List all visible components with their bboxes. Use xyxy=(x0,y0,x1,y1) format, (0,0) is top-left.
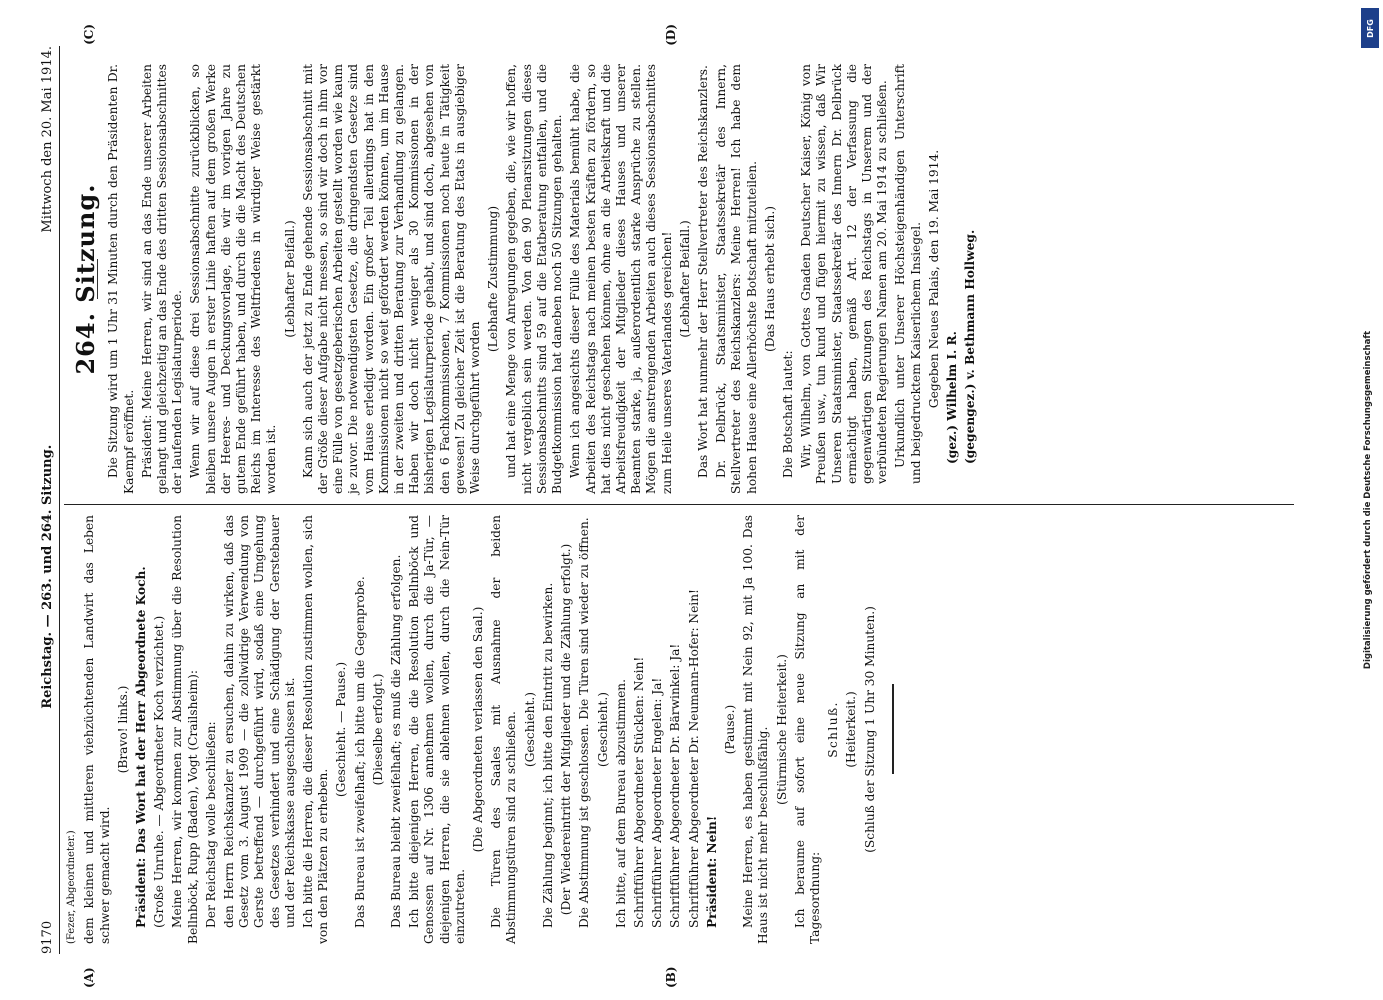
message-text: Wir, Wilhelm, von Gottes Gnaden Deutscher Kaiser, König von Preußen usw., tun kund und fügen hiermit zu wissen, daß Wir Unseren Staatsminister, Staatssekretär des Innern Dr. Delbrück ermächtigt haben, gemäß Art. 12 der Verfassung die gegenwärtigen Sitzungen des Reichstags in Unserem und der verbündeten Regierungen Namen am 20. Mai 1914 zu schließen. xyxy=(799,64,890,484)
paragraph: Die Botschaft lautet: xyxy=(780,350,795,478)
stage-note: (Lebhafter Beifall.) xyxy=(282,220,297,338)
paragraph: Meine Herren, es haben gestimmt mit Nein 92, mit Ja 100. Das Haus ist nicht mehr beschlußfähig. xyxy=(741,515,771,944)
header-title: Reichstag. — 263. und 264. Sitzung. xyxy=(40,444,55,709)
stage-note: (Dieselbe erfolgt.) xyxy=(370,673,385,786)
stage-note: (Geschieht.) xyxy=(522,691,537,768)
paragraph: Ich bitte, auf dem Bureau abzustimmen. xyxy=(613,678,628,928)
paragraph: Kann sich auch der jetzt zu Ende gehende Sessionsabschnitt mit der Größe dieser Aufgabe nicht messen, so sind wir doch in ihm vor eine Fülle von gesetzgeberischen Arbeiten gestellt worden wie kaum je zuvor. Die notwendigsten Gesetze, die dringendsten Gesetze sind vom Hause erledigt worden. Ein großer Teil allerdings hat in den Kommissionen nicht so weit gefördert werden können, um im Hause in der zweiten und dritten Beratung zur Verhandlung zu gelangen. Haben wir doch nicht weniger als 30 Kommissionen in der bisherigen Legislaturperiode gehabt, und sind doch, abgesehen von den 6 Fachkommissionen, 7 Kommissionen noch heute in Tätigkeit gewesen! Zu gleicher Zeit ist die Beratung des Etats in ausgiebiger Weise durchgeführt worden xyxy=(300,64,483,494)
stage-note: (Geschieht. — Pause.) xyxy=(334,661,349,798)
paragraph: Dr. Delbrück, Staatsminister, Staatssekretär des Innern, Stellvertreter des Reichskanzlers: Meine Herren! Ich habe dem hohen Hause eine Allerhöchste Botschaft mitzuteilen. xyxy=(714,64,759,494)
vote-line: Schriftführer Abgeordneter Dr. Neumann-Hofer: Nein! xyxy=(686,589,701,928)
stage-note: (Das Haus erhebt sich.) xyxy=(762,206,777,352)
paragraph: Die Abstimmung ist geschlossen. Die Türen sind wieder zu öffnen. xyxy=(577,517,592,928)
stage-note: (Heiterkeit.) xyxy=(844,691,859,768)
paragraph: Das Wort hat nunmehr der Herr Stellvertreter des Reichskanzlers. xyxy=(695,65,710,478)
speaker-continuation: (Fezer, Abgeordneter.) xyxy=(66,830,78,944)
dfg-logo-text: DFG xyxy=(1365,18,1375,38)
stage-note: (Pause.) xyxy=(722,704,737,755)
paragraph: dem kleinen und mittleren viehzüchtenden Landwirt das Leben schwer gemacht wird. xyxy=(82,515,112,944)
paragraph: und hat eine Menge von Anregungen gegeben, die, wie wir hoffen, nicht vergeblich sein werden. Von den 90 Plenarsitzungen dieses Sessionsabschnitts sind 59 auf die Etatberatung entfallen, und die Budgetkommission hat daneben noch 50 Sitzungen gehalten. xyxy=(504,64,565,494)
paragraph: Ich bitte diejenigen Herren, die die Resolution Bellnböck und Genossen auf Nr. 1306 annehmen wollen, durch die Ja-Tür, — diejenigen Herren, die sie ablehnen wollen, durch die Nein-Tür einzutreten. xyxy=(407,515,467,944)
dfg-logo xyxy=(1361,8,1379,48)
right-column xyxy=(64,24,1294,504)
margin-mark-d: (D) xyxy=(664,24,679,46)
agenda-item: Schluß. xyxy=(826,701,841,758)
stage-note: (Lebhafte Zustimmung) xyxy=(486,205,501,353)
paragraph: Wenn ich angesichts dieser Fülle des Materials bemüht habe, die Arbeiten des Reichstags nach meinen besten Kräften zu fördern, so hat dies nicht geschehen können, ohne an die Arbeitskraft und die Arbeitsfreudigkeit der Mitglieder dieses Hauses und unserer Beamten starke, ja, außerordentlich starke Ansprüche zu stellen. Mögen die anstrengenden Arbeiten auch dieses Sessionsabschnittes zum Heile unseres Vaterlandes gereichen! xyxy=(568,64,674,494)
margin-mark-a: (A) xyxy=(82,967,97,988)
stage-note: (Stürmische Heiterkeit.) xyxy=(774,654,789,805)
page-number: 9170 xyxy=(40,920,55,954)
paragraph: Die Zählung beginnt; ich bitte den Eintritt zu bewirken. xyxy=(540,582,555,928)
header-date: Mittwoch den 20. Mai 1914. xyxy=(40,46,55,233)
stage-note: (Große Unruhe. — Abgeordneter Koch verzichtet.) xyxy=(152,615,167,928)
countersignature: (gegengez.) v. Bethmann Hollweg. xyxy=(963,229,978,464)
paragraph: Meine Herren, wir kommen zur Abstimmung über die Resolution Bellnböck, Rupp (Baden), Vogt (Crailsheim): xyxy=(170,515,200,944)
resolution-text: den Herrn Reichskanzler zu ersuchen, dahin zu wirken, daß das Gesetz vom 3. August 1909 — die zollwidrige Verwendung von Gerste betreffend — durchgeführt wird, sodaß eine Umgehung des Gesetzes verhindert und eine Schädigung der Gerstebauer und der Reichskasse ausgeschlossen ist. xyxy=(222,515,297,928)
signature: (gez.) Wilhelm I. R. xyxy=(944,331,959,464)
stage-note: (Lebhafter Beifall.) xyxy=(677,220,692,338)
vote-line: Schriftführer Abgeordneter Dr. Bärwinkel: Ja! xyxy=(668,643,683,928)
paragraph: Der Reichstag wolle beschließen: xyxy=(203,721,218,928)
paragraph: Präsident: Das Wort hat der Herr Abgeordnete Koch. xyxy=(134,566,149,928)
paragraph: Das Bureau ist zweifelhaft; ich bitte um die Gegenprobe. xyxy=(352,576,367,928)
divider xyxy=(892,685,894,775)
digitization-note xyxy=(1355,0,1381,1000)
paragraph: Die Sitzung wird um 1 Uhr 31 Minuten durch den Präsidenten Dr. Kaempf eröffnet. xyxy=(106,64,136,494)
message-text: Urkundlich unter Unserer Höchsteigenhändigen Unterschrift und beigedrucktem Kaiserlichem Insiegel. xyxy=(893,64,923,484)
stage-note: (Die Abgeordneten verlassen den Saal.) xyxy=(471,606,486,853)
paragraph: Präsident: Meine Herren, wir sind an das Ende unserer Arbeiten gelangt und gleichzeitig an das Ende des dritten Sessionsabschnittes der laufenden Legislaturperiode. xyxy=(139,64,185,494)
margin-mark-c: (C) xyxy=(82,24,97,45)
page-header xyxy=(40,46,60,954)
paragraph: Ich beraume auf sofort eine neue Sitzung an mit der Tagesordnung: xyxy=(792,515,822,944)
paragraph: Die Türen des Saales mit Ausnahme der beiden Abstimmungstüren sind zu schließen. xyxy=(489,515,519,944)
stage-note: (Der Wiedereintritt der Mitglieder und die Zählung erfolgt.) xyxy=(559,543,574,916)
vote-line: Schriftführer Abgeordneter Stücklen: Nein! xyxy=(631,656,646,928)
paragraph: Ich bitte die Herren, die dieser Resolution zustimmen wollen, sich von den Plätzen zu erheben. xyxy=(301,515,331,944)
message-date: Gegeben Neues Palais, den 19. Mai 1914. xyxy=(926,149,941,409)
session-end-note: (Schluß der Sitzung 1 Uhr 30 Minuten.) xyxy=(862,606,877,853)
session-title: 264. Sitzung. xyxy=(71,183,101,375)
paragraph: Das Bureau bleibt zweifelhaft; es muß die Zählung erfolgen. xyxy=(389,554,404,928)
left-column xyxy=(64,504,1294,988)
stage-note: (Bravo! links.) xyxy=(115,685,130,774)
stage-note: (Geschieht.) xyxy=(595,691,610,768)
margin-mark-b: (B) xyxy=(664,966,679,988)
digitization-note-text: Digitalisierung gefördert durch die Deutsche Forschungsgemeinschaft xyxy=(1363,330,1374,670)
vote-line: Präsident: Nein! xyxy=(704,815,719,928)
paragraph: Wenn wir auf diese drei Sessionsabschnitte zurückblicken, so bleiben unsere Augen in erster Linie haften auf dem großen Werke der Heeres- und Deckungsvorlage, die wir im vorigen Jahre zu gutem Ende geführt haben, und durch die die Macht des Deutschen Reichs im Interesse des Weltfriedens in würdiger Weise gestärkt worden ist. xyxy=(188,64,279,494)
vote-line: Schriftführer Abgeordneter Engelen: Ja! xyxy=(650,677,665,928)
